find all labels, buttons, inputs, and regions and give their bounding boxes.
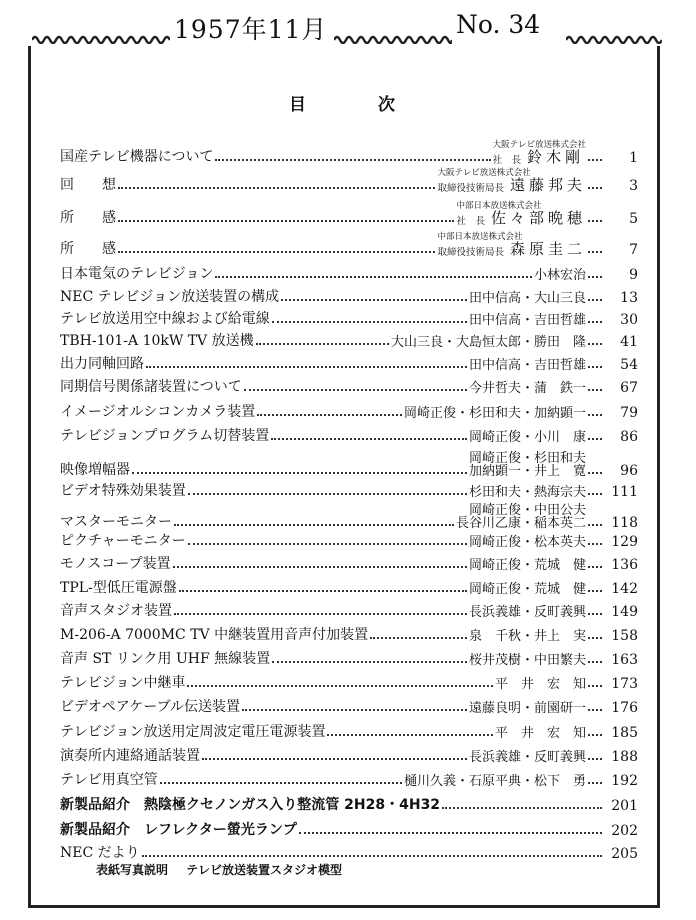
toc-heading: 目次 <box>289 95 467 115</box>
leader-dots <box>327 734 493 736</box>
leader-dots <box>299 832 602 834</box>
entry-author: 田中信高・吉田哲雄 <box>468 358 586 373</box>
leader-dots <box>142 855 602 857</box>
entry-page-number: 163 <box>611 652 638 668</box>
toc-entry <box>60 503 638 531</box>
entry-author: 田中信高・大山三良 <box>468 291 586 306</box>
entry-title: 映像増幅器 <box>60 462 130 478</box>
entry-title: 国産テレビ機器について <box>60 149 214 165</box>
entry-title: 新製品紹介 レフレクター螢光ランプ <box>60 822 297 838</box>
leader-dots <box>146 366 467 368</box>
entry-title: イメージオルシコンカメラ装置 <box>60 404 256 420</box>
leader-dots <box>588 251 602 253</box>
leader-dots <box>188 493 467 495</box>
entry-title: NEC テレビジョン放送装置の構成 <box>60 289 280 305</box>
leader-dots <box>588 661 602 663</box>
toc-entry <box>60 374 638 396</box>
leader-dots <box>118 187 435 189</box>
leader-dots <box>442 807 602 809</box>
entry-title: テレビジョン中継車 <box>60 675 186 691</box>
leader-dots <box>244 389 467 391</box>
leader-dots <box>174 613 467 615</box>
issue-date: 1957年11月 <box>174 15 328 44</box>
entry-title: 演奏所内連絡通話装置 <box>60 748 200 764</box>
entry-title: 所 感 <box>60 241 116 257</box>
entry-page-number: 9 <box>629 267 638 283</box>
entry-author: 長浜義雄・反町義興 <box>468 605 586 620</box>
entry-page-number: 136 <box>611 557 638 573</box>
entry-page-number: 202 <box>611 823 638 839</box>
leader-dots <box>173 566 467 568</box>
author-name: 鈴木剛 <box>527 148 585 167</box>
entry-author: 遠藤良明・前園研一 <box>468 701 586 716</box>
author-name: 長谷川乙康・稲本英二 <box>455 516 586 532</box>
leader-dots <box>588 782 602 784</box>
toc-entry <box>60 166 638 194</box>
leader-dots <box>588 566 602 568</box>
entry-page-number: 185 <box>611 725 638 741</box>
entry-title: テレビ放送用空中線および給電線 <box>60 311 270 327</box>
toc-entry <box>60 694 638 716</box>
entry-page-number: 192 <box>611 773 638 789</box>
entry-page-number: 173 <box>611 676 638 692</box>
toc-entry <box>60 423 638 445</box>
author-affiliation: 中部日本放送株式会社 <box>456 201 542 212</box>
author-affiliation: 中部日本放送株式会社 <box>437 232 523 243</box>
entry-author-block <box>456 202 586 227</box>
cover-note-label: 表紙写真説明 <box>96 863 169 877</box>
entry-author-block <box>469 452 586 479</box>
toc-entry <box>60 767 638 789</box>
leader-dots <box>588 543 602 545</box>
entry-title: NEC だより <box>60 845 140 861</box>
entry-author: 長浜義雄・反町義興 <box>468 750 586 765</box>
entry-page-number: 129 <box>611 534 638 550</box>
entry-title: ビデオ特殊効果装置 <box>60 483 186 499</box>
entry-title: 出力同軸回路 <box>60 356 144 372</box>
entry-page-number: 41 <box>620 334 638 350</box>
entry-title: M-206-A 7000MC TV 中継装置用音声付加装置 <box>60 627 369 643</box>
leader-dots <box>588 758 602 760</box>
leader-dots <box>187 685 493 687</box>
toc-entry <box>60 551 638 573</box>
entry-author-block <box>437 233 586 258</box>
entry-author: 田中信高・吉田哲雄 <box>468 313 586 328</box>
entry-page-number: 158 <box>611 628 638 644</box>
toc-entry <box>60 399 638 421</box>
entry-page-number: 54 <box>620 357 638 373</box>
leader-dots <box>588 276 602 278</box>
leader-dots <box>588 299 602 301</box>
entry-author: 杉田和夫・熱海宗夫 <box>468 485 586 500</box>
leader-dots <box>588 472 602 474</box>
leader-dots <box>588 590 602 592</box>
entry-author-block <box>456 504 586 531</box>
leader-dots <box>588 343 602 345</box>
header-right-rule <box>566 30 662 44</box>
leader-dots <box>281 299 467 301</box>
entry-title: 新製品紹介 熱陰極クセノンガス入り整流管 2H28・4H32 <box>60 797 441 813</box>
leader-dots <box>202 758 467 760</box>
toc-entry <box>60 528 638 550</box>
entry-page-number: 13 <box>620 290 638 306</box>
leader-dots <box>118 251 435 253</box>
header-middle-rule <box>334 30 452 44</box>
leader-dots <box>242 709 467 711</box>
entry-page-number: 67 <box>620 380 638 396</box>
leader-dots <box>160 782 402 784</box>
leader-dots <box>588 637 602 639</box>
leader-dots <box>588 366 602 368</box>
author-name: 加納顕一・井上 寛 <box>468 464 586 480</box>
leader-dots <box>588 613 602 615</box>
leader-dots <box>257 414 402 416</box>
entry-title: マスターモニター <box>60 514 172 530</box>
entry-page-number: 111 <box>611 484 638 500</box>
leader-dots <box>272 321 467 323</box>
leader-dots <box>174 524 454 526</box>
toc-entry <box>60 328 638 350</box>
entry-page-number: 79 <box>620 405 638 421</box>
entry-title: ピクチャーモニター <box>60 533 186 549</box>
leader-dots <box>588 685 602 687</box>
entry-page-number: 149 <box>611 604 638 620</box>
entry-author: 小林宏治 <box>533 268 586 283</box>
leader-dots <box>215 159 490 161</box>
entry-author-block <box>437 169 586 194</box>
toc-entry <box>60 230 638 258</box>
entry-page-number: 86 <box>620 429 638 445</box>
leader-dots <box>588 389 602 391</box>
author-affiliation: 大阪テレビ放送株式会社 <box>437 168 531 179</box>
entry-page-number: 118 <box>611 515 638 531</box>
toc-entry <box>60 817 638 839</box>
entry-author: 岡崎正俊・小川 康 <box>468 430 586 445</box>
entry-author: 岡崎正俊・松本英夫 <box>468 535 586 550</box>
toc-entry <box>60 670 638 692</box>
toc-entry <box>60 575 638 597</box>
toc-entry <box>60 478 638 500</box>
entry-author: 桜井茂樹・中田繁夫 <box>468 653 586 668</box>
author-role: 社 長 <box>492 155 522 167</box>
leader-dots <box>272 661 467 663</box>
leader-dots <box>215 276 532 278</box>
author-name: 遠藤邦夫 <box>509 176 586 195</box>
entry-title: TBH-101-A 10kW TV 放送機 <box>60 333 254 349</box>
author-role: 取締役技術局長 <box>437 247 504 259</box>
toc-entry <box>60 598 638 620</box>
issue-number: No. 34 <box>456 10 541 39</box>
entry-title: 回 想 <box>60 177 116 193</box>
entry-page-number: 30 <box>620 312 638 328</box>
entry-author: 泉 千秋・井上 実 <box>468 629 586 644</box>
entry-page-number: 142 <box>611 581 638 597</box>
entry-title: 音声スタジオ装置 <box>60 603 172 619</box>
leader-dots <box>271 438 467 440</box>
toc-entry <box>60 792 638 814</box>
toc-entry <box>60 840 638 862</box>
header-left-rule <box>32 30 170 44</box>
toc-entry <box>60 646 638 668</box>
entry-author: 岡崎正俊・杉田和夫・加納顕一 <box>403 406 586 421</box>
leader-dots <box>588 493 602 495</box>
author-name: 森原圭二 <box>509 240 586 259</box>
author-role: 社 長 <box>456 216 485 228</box>
leader-dots <box>370 637 467 639</box>
leader-dots <box>179 590 467 592</box>
cover-note <box>96 861 356 878</box>
author-name: 岡崎正俊・杉田和夫 <box>468 450 586 466</box>
cover-note-text: テレビ放送装置スタジオ模型 <box>186 863 342 877</box>
author-name: 佐々部晩穂 <box>490 209 586 228</box>
entry-author: 岡崎正俊・荒城 健 <box>468 558 586 573</box>
leader-dots <box>588 414 602 416</box>
leader-dots <box>256 343 389 345</box>
entry-page-number: 3 <box>629 178 638 194</box>
leader-dots <box>588 159 602 161</box>
entry-author: 岡崎正俊・荒城 健 <box>468 582 586 597</box>
entry-title: ビデオペアケーブル伝送装置 <box>60 699 241 715</box>
toc-entry <box>60 138 638 166</box>
leader-dots <box>188 543 467 545</box>
entry-title: テレビジョンプログラム切替装置 <box>60 428 270 444</box>
entry-title: 日本電気のテレビジョン <box>60 266 214 282</box>
entry-title: TPL-型低圧電源盤 <box>60 580 177 596</box>
leader-dots <box>132 472 467 474</box>
author-role: 取締役技術局長 <box>437 183 504 195</box>
entry-title: テレビ用真空管 <box>60 772 158 788</box>
entry-title: モノスコープ装置 <box>60 556 171 572</box>
toc-entry <box>60 622 638 644</box>
toc-entry <box>60 351 638 373</box>
toc-entry <box>60 199 638 227</box>
entry-author: 今井哲夫・蒲 鉄一 <box>468 381 586 396</box>
entry-author: 平 井 宏 知 <box>494 677 586 692</box>
entry-page-number: 188 <box>611 749 638 765</box>
leader-dots <box>588 187 602 189</box>
author-affiliation: 大阪テレビ放送株式会社 <box>492 140 586 151</box>
entry-page-number: 205 <box>611 846 638 862</box>
entry-page-number: 1 <box>629 150 638 166</box>
entry-page-number: 201 <box>611 798 638 814</box>
leader-dots <box>588 438 602 440</box>
toc-entry <box>60 284 638 306</box>
author-name: 岡崎正俊・中田公夫 <box>468 502 586 518</box>
entry-author: 平 井 宏 知 <box>494 726 586 741</box>
leader-dots <box>588 709 602 711</box>
toc-entry <box>60 719 638 741</box>
entry-author: 大山三良・大島恒太郎・勝田 隆 <box>390 335 586 350</box>
entry-page-number: 176 <box>611 700 638 716</box>
leader-dots <box>588 524 602 526</box>
entry-title: 音声 ST リンク用 UHF 無線装置 <box>60 651 271 667</box>
entry-author: 樋川久義・石原平典・松下 勇 <box>403 774 586 789</box>
toc-entry <box>60 451 638 479</box>
leader-dots <box>118 220 454 222</box>
entry-page-number: 96 <box>620 463 638 479</box>
leader-dots <box>588 321 602 323</box>
entry-author-block <box>493 141 586 166</box>
entry-title: 所 感 <box>60 210 116 226</box>
entry-page-number: 7 <box>629 242 638 258</box>
toc-entry <box>60 743 638 765</box>
entry-title: テレビジョン放送用定周波定電圧電源装置 <box>60 724 326 740</box>
toc-entry <box>60 306 638 328</box>
leader-dots <box>588 220 602 222</box>
toc-entry <box>60 261 638 283</box>
entry-page-number: 5 <box>629 211 638 227</box>
leader-dots <box>588 734 602 736</box>
entry-title: 同期信号関係諸装置について <box>60 379 242 395</box>
